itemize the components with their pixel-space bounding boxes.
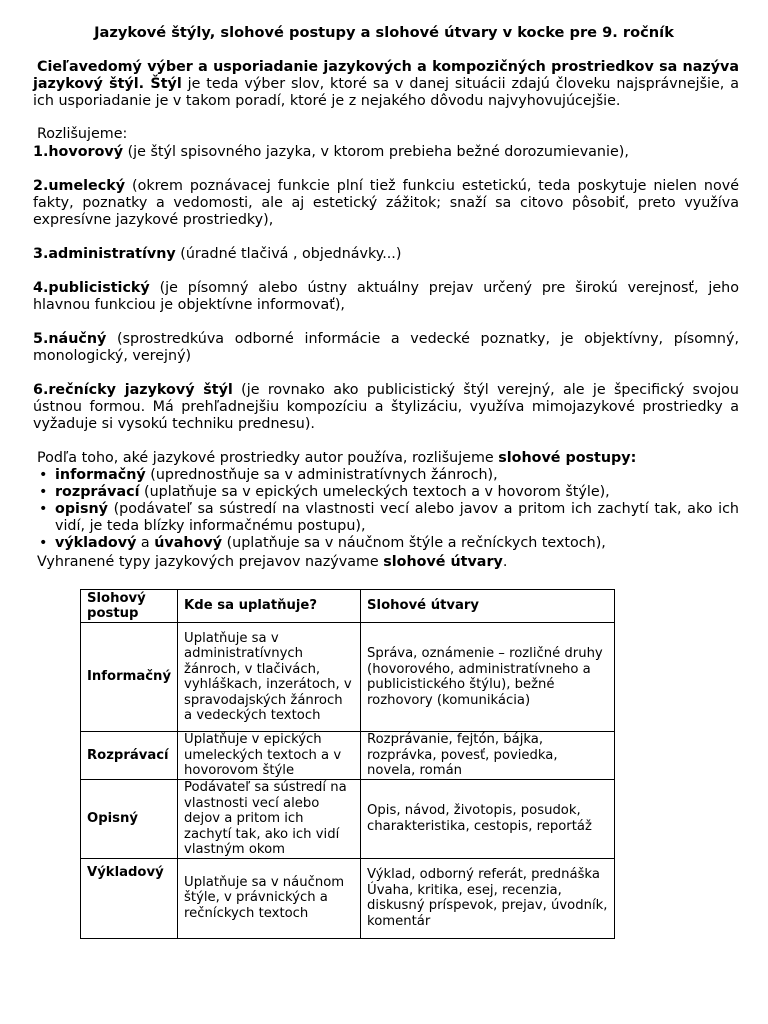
table-cell-kde: Uplatňuje sa v náučnom štýle, v právnických a rečníckych textoch xyxy=(178,858,361,938)
intro-text: je teda výber slov, ktoré sa v danej situácii zdajú človeku najsprávnejšie, a ich usporiadanie je v takom poradí, ktoré je z nejakého dôvodu najvyhovujúcejšie. xyxy=(33,76,739,109)
style-name: 6.rečnícky jazykový štýl xyxy=(33,382,233,398)
rozlisujeme-label: Rozlišujeme: xyxy=(37,126,128,142)
style-item-umelecky xyxy=(33,178,739,229)
table-cell-kde: Uplatňuje v epických umeleckých textoch a v hovorovom štýle xyxy=(178,732,361,780)
postupy-intro-text: Podľa toho, aké jazykové prostriedky autor používa, rozlišujeme xyxy=(37,450,499,466)
table-cell-postup: Opisný xyxy=(81,780,178,859)
bullet-icon: • xyxy=(39,484,48,500)
slohove-postupy-table xyxy=(80,589,615,939)
style-name: 2.umelecký xyxy=(33,178,126,194)
style-item-publicisticky xyxy=(33,280,739,314)
postup-name: rozprávací xyxy=(55,484,140,500)
postup-connector: a xyxy=(136,535,155,551)
utvary-text: Vyhranené typy jazykových prejavov nazývame xyxy=(37,554,384,570)
table-cell-kde: Uplatňuje sa v administratívnych žánroch, v tlačivách, vyhláškach, inzerátoch, v spravodajských žánroch a vedeckých textoch xyxy=(178,623,361,732)
intro-paragraph xyxy=(33,59,739,110)
list-item xyxy=(33,535,739,552)
utvary-end: . xyxy=(502,554,508,570)
table-header-cell: Kde sa uplatňuje? xyxy=(178,590,361,623)
table-row xyxy=(81,780,615,859)
bullet-icon: • xyxy=(39,467,48,483)
style-name: 1.hovorový xyxy=(33,144,124,160)
style-item-recnicky xyxy=(33,382,739,433)
intro-bold-text: Cieľavedomý výber a usporiadanie jazykových a kompozičných prostriedkov sa nazýva jazykový štýl. Štýl xyxy=(33,59,739,92)
utvary-bold: slohové útvary xyxy=(383,554,503,570)
table-row xyxy=(81,732,615,780)
table-cell-postup: Výkladový xyxy=(81,858,178,938)
bullet-icon: • xyxy=(39,501,48,517)
table-cell-kde: Podávateľ sa sústredí na vlastnosti vecí alebo dejov a pritom ich zachytí tak, ako ich vidí vlastným okom xyxy=(178,780,361,859)
style-item-naucny xyxy=(33,331,739,365)
postup-desc: (podávateľ sa sústredí na vlastnosti vecí alebo javov a pritom ich zachytí tak, ako ich vidí, je teda blízky informačnému postupu), xyxy=(55,501,739,534)
style-name: 4.publicistický xyxy=(33,280,150,296)
style-desc: (sprostredkúva odborné informácie a vedecké poznatky, je objektívny, písomný, monologický, verejný) xyxy=(33,331,739,364)
postup-desc: (uplatňuje sa v náučnom štýle a rečníckych textoch), xyxy=(222,535,606,551)
postup-name: opisný xyxy=(55,501,108,517)
postup-name: informačný xyxy=(55,467,146,483)
table-header-cell: Slohový postup xyxy=(81,590,178,623)
table-row xyxy=(81,858,615,938)
style-name: 3.administratívny xyxy=(33,246,176,262)
style-item-hovorovy xyxy=(33,144,739,161)
postup-desc: (uplatňuje sa v epických umeleckých textoch a v hovorom štýle), xyxy=(139,484,610,500)
document-title: Jazykové štýly, slohové postupy a slohové útvary v kocke pre 9. ročník xyxy=(94,24,674,41)
list-item xyxy=(33,467,739,484)
list-item xyxy=(33,501,739,535)
style-desc: (je písomný alebo ústny aktuálny prejav určený pre širokú verejnosť, jeho hlavnou funkciou je objektívne informovať), xyxy=(33,280,739,313)
style-desc: (úradné tlačivá , objednávky...) xyxy=(175,246,402,262)
table-cell-utvary: Rozprávanie, fejtón, bájka, rozprávka, povesť, poviedka, novela, román xyxy=(361,732,615,780)
table-row xyxy=(81,623,615,732)
postup-desc: (uprednostňuje sa v administratívnych žánroch), xyxy=(145,467,498,483)
table-cell-utvary: Správa, oznámenie – rozličné druhy (hovorového, administratívneho a publicistického štýlu), bežné rozhovory (komunikácia) xyxy=(361,623,615,732)
table-header-cell: Slohové útvary xyxy=(361,590,615,623)
table-cell-postup: Rozprávací xyxy=(81,732,178,780)
bullet-icon: • xyxy=(39,535,48,551)
style-desc: (je rovnako ako publicistický štýl verejný, ale je špecifický svojou ústnou formou. Má prehľadnejšiu kompozíciu a štylizáciu, využíva mimojazykové prostriedky a vyžaduje si vysokú techniku prednesu). xyxy=(33,382,739,432)
postup-name: výkladový xyxy=(55,535,137,551)
table-cell-utvary: Výklad, odborný referát, prednáška Úvaha, kritika, esej, recenzia, diskusný príspevok, prejav, úvodník, komentár xyxy=(361,858,615,938)
style-name: 5.náučný xyxy=(33,331,107,347)
table-cell-postup: Informačný xyxy=(81,623,178,732)
postupy-intro-bold: slohové postupy: xyxy=(498,450,637,466)
postupy-list xyxy=(33,467,739,552)
style-item-administrativny xyxy=(33,246,739,263)
style-desc: (okrem poznávacej funkcie plní tiež funkciu estetickú, teda poskytuje nielen nové fakty, poznatky a vedomosti, ale aj estetický zážitok; snaží sa citovo pôsobiť, preto využíva expresívne jazykové prostriedky), xyxy=(33,178,739,228)
list-item xyxy=(33,484,739,501)
table-cell-utvary: Opis, návod, životopis, posudok, charakteristika, cestopis, reportáž xyxy=(361,780,615,859)
postup-name: úvahový xyxy=(154,535,223,551)
postupy-intro xyxy=(33,450,739,467)
table-header-row xyxy=(81,590,615,623)
style-desc: (je štýl spisovného jazyka, v ktorom prebieha bežné dorozumievanie), xyxy=(123,144,629,160)
utvary-line xyxy=(33,554,739,571)
